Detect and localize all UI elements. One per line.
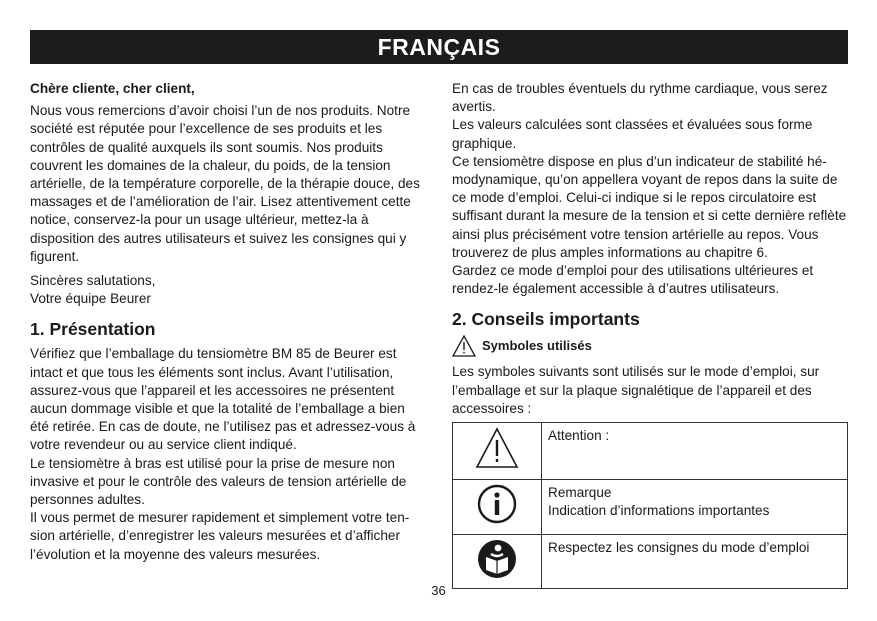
salutation: Chère cliente, cher client,: [30, 81, 195, 96]
section-1-paragraph-2: Le tensiomètre à bras est utilisé pour la prise de mesure non invasive et pour le contrôle des valeurs de tension artérielle de personnes adultes.: [30, 455, 407, 508]
symbols-subheading: [452, 335, 848, 357]
symbols-intro: Les symboles suivants sont utilisés sur le mode d’emploi, sur l’emballage et sur la plaque signalétique de l’appareil et des accessoires :: [452, 364, 820, 416]
symbol-description: Indication d’informations importantes: [548, 503, 770, 519]
section-1-paragraph-1: Vérifiez que l’emballage du tensiomètre BM 85 de Beurer est intact et que tous les éléments sont inclus. Avant l’utilisation, assurez-vous que l’appareil et les accessoires ne présentent aucun dommage visible et que la totalité de l’emballage a bien été retirée. En cas de doute, ne l’utilisez pas et adressez-vous à votre revendeur ou au service client indiqué.: [30, 346, 416, 453]
read-manual-icon: [477, 539, 517, 579]
page-header-banner: FRANÇAIS: [30, 30, 848, 64]
intro-paragraph: Nous vous remercions d’avoir choisi l’un de nos produits. Notre société est réputée pour l’excellence de ses produits et les contrôles de qualité auxquels ils sont soumis. Nos produits couvrent les domaines de la chaleur, du poids, de la tension artérielle, de la température corporelle, de la thérapie douce, des massages et de l’amélioration de l’air. Lisez attentivement cette notice, conservez-la pour un usage ultérieur, mettez-la à disposition des autres utilisateurs et suivez les consignes qui y figurent.: [30, 103, 420, 264]
warning-triangle-icon: [452, 335, 476, 357]
left-column: [30, 80, 425, 564]
section-1-paragraph-3: Il vous permet de mesurer rapidement et simplement votre ten-sion artérielle, d’enregistrer les valeurs mesurées et d’afficher l’évolution et la moyenne des valeurs mesurées.: [30, 510, 410, 562]
closing-line-2: Votre équipe Beurer: [30, 291, 151, 307]
symbols-table: [452, 422, 848, 589]
symbol-label: Respectez les consignes du mode d’emploi: [548, 540, 810, 556]
closing-line-1: Sincères salutations,: [30, 273, 156, 289]
symbol-label: Remarque: [548, 485, 612, 501]
section-1-paragraph-4: En cas de troubles éventuels du rythme cardiaque, vous serez avertis.: [452, 81, 828, 115]
symbols-title: Symboles utilisés: [482, 338, 592, 354]
table-row: [453, 423, 848, 480]
section-1-paragraph-5: Les valeurs calculées sont classées et évaluées sous forme graphique.: [452, 117, 813, 151]
symbol-label: Attention :: [548, 428, 610, 444]
table-row: [453, 535, 848, 589]
section-2-heading: 2. Conseils importants: [452, 309, 640, 330]
info-icon: [477, 484, 517, 524]
section-1-paragraph-7: Gardez ce mode d’emploi pour des utilisations ultérieures et rendez-le également accessible à d’autres utilisateurs.: [452, 263, 814, 297]
section-1-paragraph-6: Ce tensiomètre dispose en plus d’un indicateur de stabilité hé-modynamique, qu’on appellera voyant de repos dans la suite de ce mode d’emploi. Celui-ci indique si le repos circulatoire est suffisant durant la mesure de la tension et si cette dernière reflète ainsi plus précisément votre tension artérielle au repos. Vous trouverez de plus amples informations au chapitre 6.: [452, 153, 847, 260]
section-1-heading: 1. Présentation: [30, 319, 156, 340]
page-number: 36: [431, 583, 446, 598]
right-column: [452, 80, 848, 589]
table-row: [453, 480, 848, 535]
warning-triangle-icon: [475, 427, 519, 469]
